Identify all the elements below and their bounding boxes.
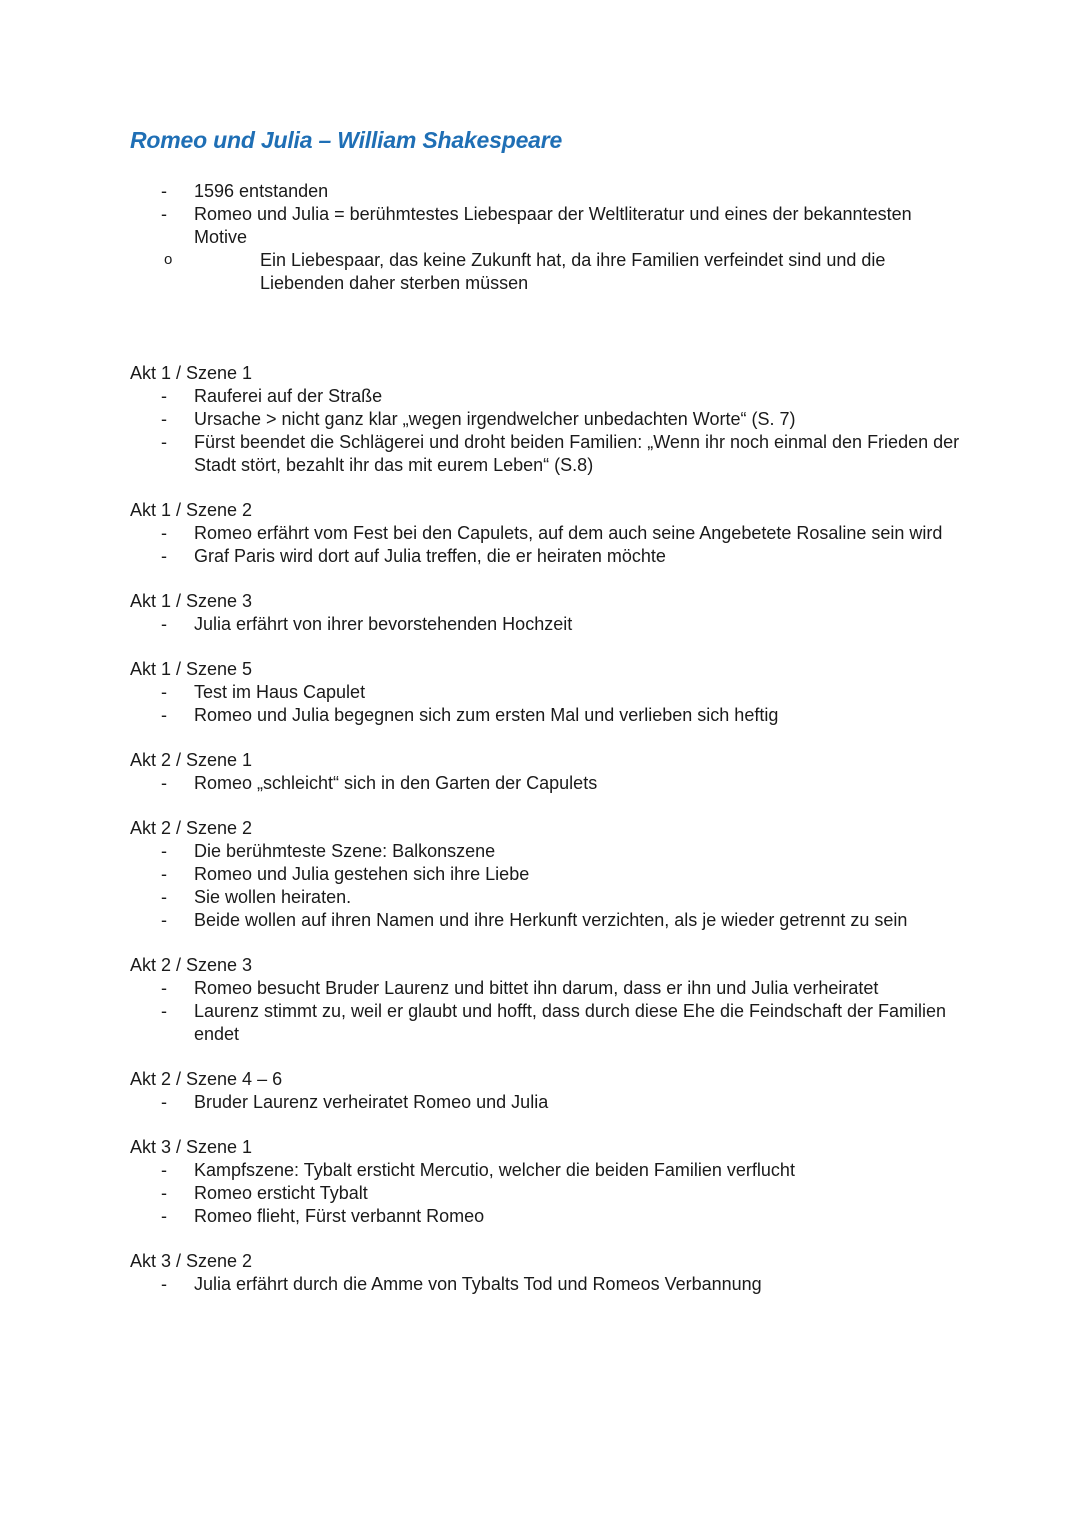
scene-items bbox=[130, 1091, 960, 1114]
scene-item: - Romeo besucht Bruder Laurenz und bittet ihn darum, dass er ihn und Julia verheiratet bbox=[130, 977, 960, 1000]
scene-block bbox=[130, 362, 960, 477]
scene-block bbox=[130, 1250, 960, 1296]
scene-items bbox=[130, 385, 960, 477]
scene-item: - Die berühmteste Szene: Balkonszene bbox=[130, 840, 960, 863]
scene-item: - Ursache > nicht ganz klar „wegen irgendwelcher unbedachten Worte“ (S. 7) bbox=[130, 408, 960, 431]
intro-item: - 1596 entstanden bbox=[130, 180, 960, 203]
intro-section bbox=[130, 180, 960, 295]
scene-item: - Rauferei auf der Straße bbox=[130, 385, 960, 408]
scene-list bbox=[130, 362, 960, 1318]
scene-heading: Akt 1 / Szene 1 bbox=[130, 363, 253, 383]
scene-block bbox=[130, 590, 960, 636]
scene-item: - Sie wollen heiraten. bbox=[130, 886, 960, 909]
scene-item: - Romeo ersticht Tybalt bbox=[130, 1182, 960, 1205]
scene-heading: Akt 1 / Szene 2 bbox=[130, 500, 253, 520]
intro-list bbox=[130, 180, 960, 295]
scene-item: - Laurenz stimmt zu, weil er glaubt und hofft, dass durch diese Ehe die Feindschaft der Familien endet bbox=[130, 1000, 960, 1046]
scene-heading: Akt 2 / Szene 2 bbox=[130, 818, 253, 838]
scene-item: - Romeo flieht, Fürst verbannt Romeo bbox=[130, 1205, 960, 1228]
scene-block bbox=[130, 658, 960, 727]
scene-items bbox=[130, 522, 960, 568]
scene-block bbox=[130, 817, 960, 932]
scene-block bbox=[130, 1068, 960, 1114]
scene-item: - Bruder Laurenz verheiratet Romeo und Julia bbox=[130, 1091, 960, 1114]
intro-sublist bbox=[130, 249, 960, 295]
scene-items bbox=[130, 681, 960, 727]
scene-heading: Akt 2 / Szene 4 – 6 bbox=[130, 1069, 283, 1089]
scene-items bbox=[130, 1273, 960, 1296]
document-title: Romeo und Julia – William Shakespeare bbox=[130, 127, 563, 153]
intro-subitem: o Ein Liebespaar, das keine Zukunft hat, da ihre Familien verfeindet sind und die Liebenden daher sterben müssen bbox=[130, 249, 960, 295]
scene-heading: Akt 1 / Szene 5 bbox=[130, 659, 253, 679]
scene-item: - Romeo erfährt vom Fest bei den Capulets, auf dem auch seine Angebetete Rosaline sein wird bbox=[130, 522, 960, 545]
scene-item: - Graf Paris wird dort auf Julia treffen, die er heiraten möchte bbox=[130, 545, 960, 568]
scene-block bbox=[130, 1136, 960, 1228]
intro-item bbox=[130, 203, 960, 295]
scene-items bbox=[130, 1159, 960, 1228]
scene-item: - Julia erfährt von ihrer bevorstehenden Hochzeit bbox=[130, 613, 960, 636]
scene-heading: Akt 2 / Szene 3 bbox=[130, 955, 253, 975]
intro-item-text: Romeo und Julia = berühmtestes Liebespaar der Weltliteratur und eines der bekanntesten Motive bbox=[194, 204, 912, 247]
scene-item: - Romeo und Julia gestehen sich ihre Liebe bbox=[130, 863, 960, 886]
scene-item: - Beide wollen auf ihren Namen und ihre Herkunft verzichten, als je wieder getrennt zu sein bbox=[130, 909, 960, 932]
scene-block bbox=[130, 499, 960, 568]
scene-item: - Julia erfährt durch die Amme von Tybalts Tod und Romeos Verbannung bbox=[130, 1273, 960, 1296]
scene-heading: Akt 1 / Szene 3 bbox=[130, 591, 253, 611]
scene-heading: Akt 3 / Szene 2 bbox=[130, 1251, 253, 1271]
scene-heading: Akt 3 / Szene 1 bbox=[130, 1137, 253, 1157]
scene-items bbox=[130, 613, 960, 636]
scene-heading: Akt 2 / Szene 1 bbox=[130, 750, 253, 770]
scene-block bbox=[130, 954, 960, 1046]
scene-item: - Kampfszene: Tybalt ersticht Mercutio, welcher die beiden Familien verflucht bbox=[130, 1159, 960, 1182]
scene-items bbox=[130, 977, 960, 1046]
scene-item: - Romeo und Julia begegnen sich zum ersten Mal und verlieben sich heftig bbox=[130, 704, 960, 727]
scene-block bbox=[130, 749, 960, 795]
scene-items bbox=[130, 840, 960, 932]
scene-items bbox=[130, 772, 960, 795]
scene-item: - Romeo „schleicht“ sich in den Garten der Capulets bbox=[130, 772, 960, 795]
scene-item: - Fürst beendet die Schlägerei und droht beiden Familien: „Wenn ihr noch einmal den Frieden der Stadt stört, bezahlt ihr das mit eurem Leben“ (S.8) bbox=[130, 431, 960, 477]
scene-item: - Test im Haus Capulet bbox=[130, 681, 960, 704]
